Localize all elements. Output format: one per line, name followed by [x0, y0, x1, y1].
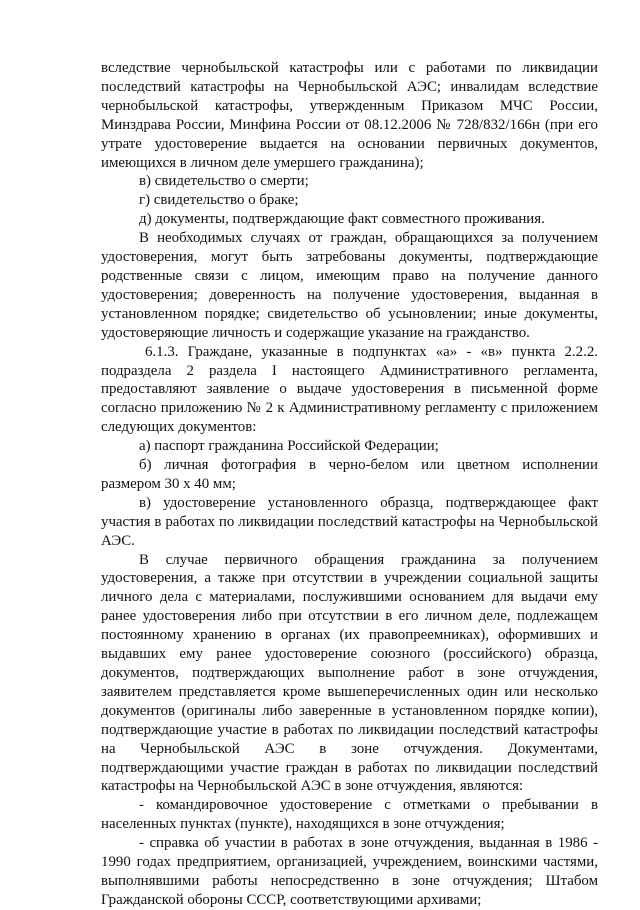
- text-line: имеющихся в личном деле умершего гражданина);: [101, 154, 424, 171]
- text-line: удостоверения, могут быть затребованы документы, подтверждающие: [101, 249, 598, 266]
- text-line: на Чернобыльской АЭС в зоне отчуждения. Документами,: [101, 740, 598, 757]
- text-line: вследствие чернобыльской катастрофы или с работами по ликвидации: [101, 60, 598, 76]
- text-line: катастрофы на Чернобыльской АЭС в зоне отчуждения, являются:: [101, 778, 524, 795]
- text-line: личного дела с материалами, послужившими основанием для выдачи ему: [101, 589, 598, 606]
- text-line: предоставляют заявление о выдаче удостоверения в письменной форме: [101, 381, 598, 398]
- text-line: следующих документов:: [101, 419, 257, 436]
- list-item: в) удостоверение установленного образца, подтверждающее факт: [139, 494, 598, 511]
- text-line: ранее удостоверения либо при отсутствии в его личном деле, подлежащем: [101, 608, 598, 625]
- list-item: г) свидетельство о браке;: [139, 192, 299, 209]
- text-line: Минздрава России, Минфина России от 08.12.2006 № 728/832/166н (при его: [101, 116, 598, 133]
- text-line: участия в работах по ликвидации последствий катастрофы на Чернобыльской: [101, 513, 598, 530]
- text-line: установленном порядке; свидетельство об усыновлении; иные документы,: [101, 305, 598, 322]
- text-line: согласно приложению № 2 к Административному регламенту с приложением: [101, 400, 598, 417]
- text-line: удостоверения, а также при отсутствии в учреждении социальной защиты: [101, 570, 598, 587]
- list-item: - командировочное удостоверение с отметками о пребывании в: [139, 797, 598, 814]
- text-line: подтверждающими участие граждан в работах по ликвидации последствий: [101, 759, 598, 776]
- text-line: подтверждающие участие в работах по ликвидации последствий катастрофы: [101, 721, 598, 738]
- list-item: б) личная фотография в черно-белом или цветном исполнении: [139, 457, 598, 474]
- list-item: а) паспорт гражданина Российской Федерации;: [139, 438, 439, 455]
- paragraph-first-line: 6.1.3. Граждане, указанные в подпунктах «а» - «в» пункта 2.2.2.: [145, 343, 598, 360]
- text-line: заявителем представляется кроме вышеперечисленных один или несколько: [101, 683, 598, 700]
- paragraph-first-line: В необходимых случаях от граждан, обращающихся за получением: [139, 230, 598, 247]
- text-line: 1990 годах предприятием, организацией, учреждением, воинскими частями,: [101, 854, 598, 871]
- text-line: Гражданской обороны СССР, соответствующими архивами;: [101, 891, 482, 908]
- paragraph-first-line: В случае первичного обращения гражданина за получением: [139, 551, 598, 568]
- text-line: выполнявшими работы непосредственно в зоне отчуждения; Штабом: [101, 872, 598, 889]
- text-line: документов (оригиналы либо заверенные в установленном порядке копии),: [101, 702, 598, 719]
- list-item: д) документы, подтверждающие факт совместного проживания.: [139, 211, 545, 228]
- text-line: АЭС.: [101, 532, 135, 549]
- document-page: [101, 59, 598, 910]
- text-line: утрате удостоверение выдается на основании первичных документов,: [101, 135, 598, 152]
- text-line: родственные связи с лицом, имеющим право на получение данного: [101, 267, 598, 284]
- text-line: документов, подтверждающих выполнение работ в зоне отчуждения,: [101, 665, 598, 681]
- text-line: размером 30 x 40 мм;: [101, 475, 236, 492]
- text-line: удостоверяющие личность и содержащие указание на гражданство.: [101, 324, 530, 341]
- text-line: чернобыльской катастрофы, утвержденным Приказом МЧС России,: [101, 97, 598, 114]
- list-item: - справка об участии в работах в зоне отчуждения, выданная в 1986 -: [139, 835, 598, 852]
- text-line: постоянному хранению в органах (их правопреемниках), оформивших и: [101, 627, 598, 644]
- text-line: выдавших ему ранее удостоверение союзного (российского) образца,: [101, 646, 598, 663]
- text-line: населенных пунктах (пункте), находящихся в зоне отчуждения;: [101, 816, 505, 833]
- text-line: удостоверения; доверенность на получение удостоверения, выданная в: [101, 286, 598, 303]
- list-item: в) свидетельство о смерти;: [139, 173, 309, 190]
- text-line: последствий катастрофы на Чернобыльской АЭС; инвалидам вследствие: [101, 78, 598, 95]
- text-line: подраздела 2 раздела I настоящего Административного регламента,: [101, 362, 598, 379]
